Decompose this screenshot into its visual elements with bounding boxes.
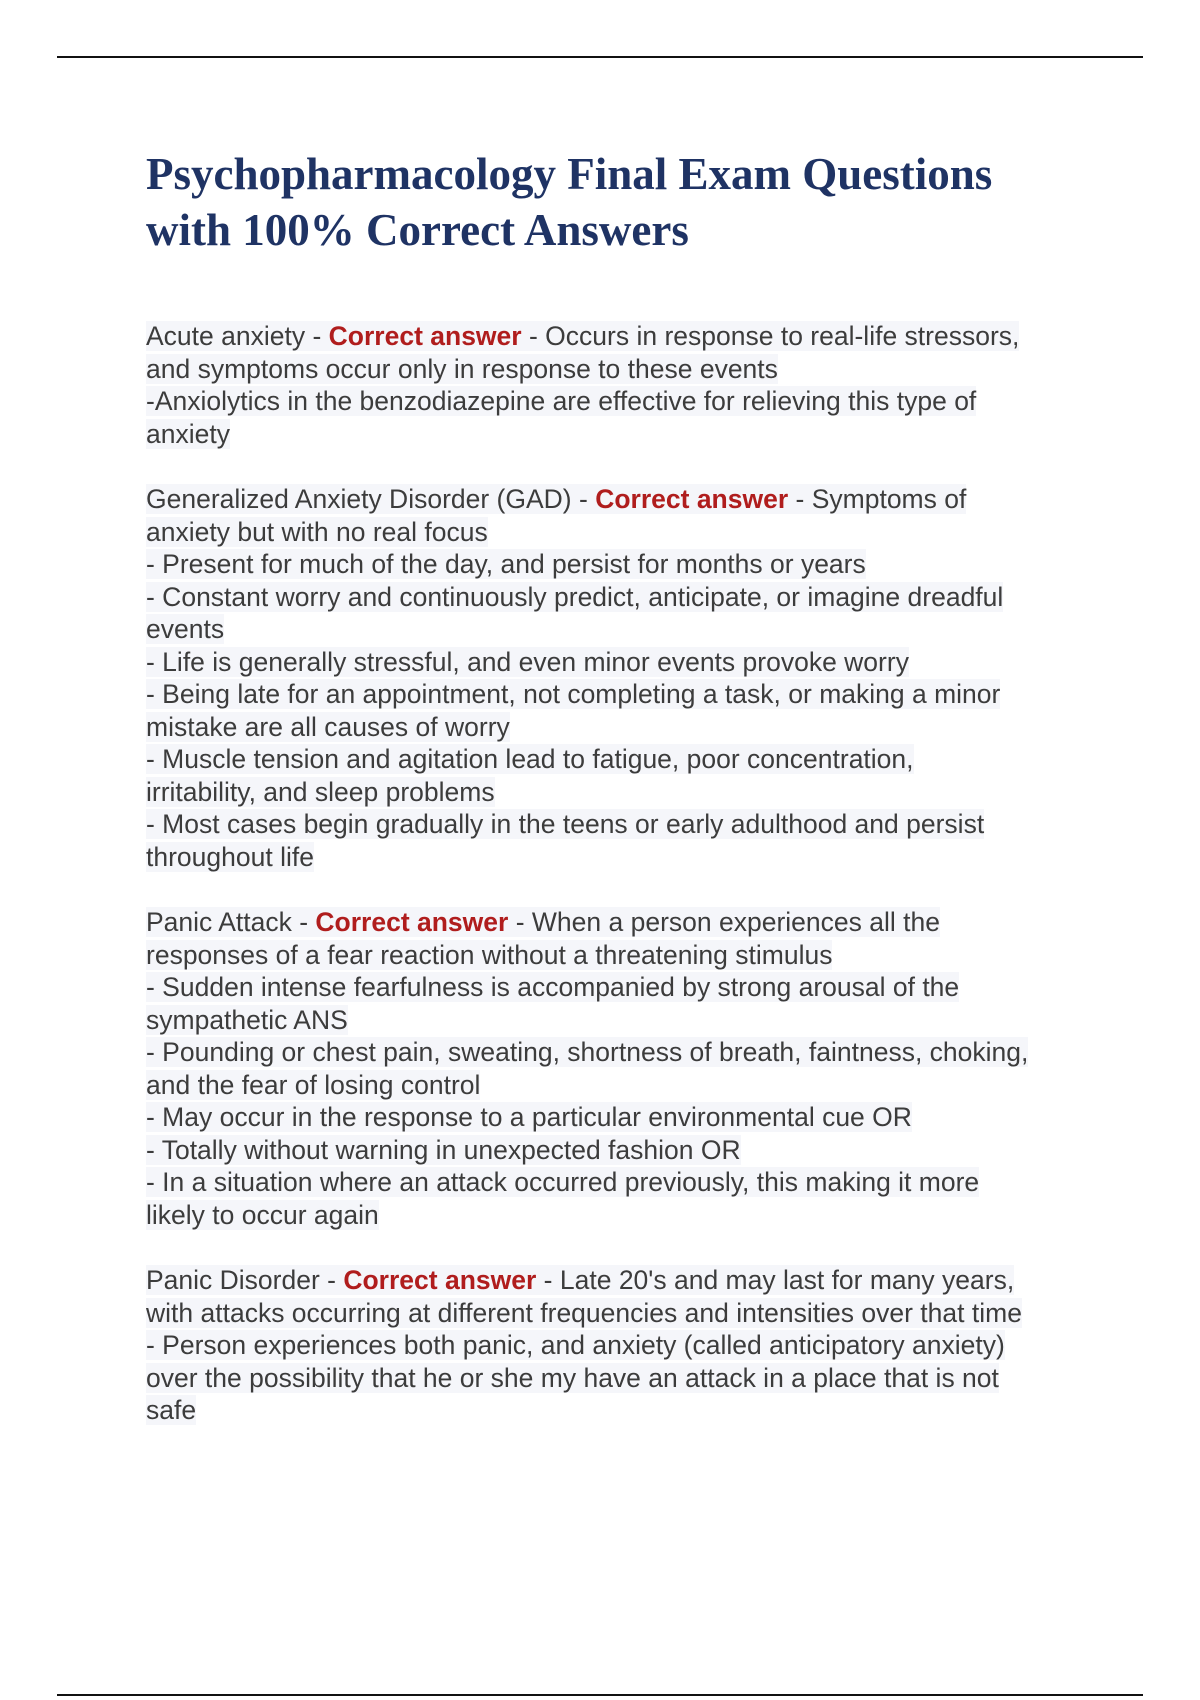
title-line-1: Psychopharmacology Final Exam Questions [146, 149, 993, 199]
qa-list [146, 320, 1106, 1460]
entry-answer-line-text: - Being late for an appointment, not completing a task, or making a minor [146, 679, 1001, 709]
entry-answer-line [146, 418, 1106, 451]
title-line-2: with 100% Correct Answers [146, 205, 689, 255]
entry-answer-line-text: over the possibility that he or she my have an attack in a place that is not [146, 1362, 999, 1393]
entry-answer-line [146, 1134, 1106, 1167]
entry-answer-start: When a person experiences all the [531, 907, 940, 937]
entry-answer-line-text: - Constant worry and continuously predict, anticipate, or imagine dreadful [146, 581, 1004, 612]
separator: - [788, 484, 812, 514]
entry-answer-start: Late 20's and may last for many years, [559, 1265, 1015, 1295]
entry-answer-line-text: with attacks occurring at different frequencies and intensities over that time [146, 1297, 1022, 1328]
entry-answer-line [146, 1166, 1106, 1199]
entry-first-line [146, 906, 1106, 939]
entry-answer-line-text: - Totally without warning in unexpected fashion OR [146, 1134, 741, 1165]
entry-answer-line [146, 776, 1106, 809]
entry-first-line [146, 320, 1106, 353]
entry-answer-line-text: irritability, and sleep problems [146, 776, 495, 807]
entry-answer-start: Occurs in response to real-life stressors, [545, 321, 1020, 351]
entry-answer-line [146, 971, 1106, 1004]
entry-first-line-text [146, 484, 966, 514]
entry-answer-line [146, 939, 1106, 972]
separator: - [508, 907, 532, 937]
entry-answer-line [146, 1101, 1106, 1134]
entry-answer-line-text: - Present for much of the day, and persist for months or years [146, 549, 866, 579]
entry-first-line [146, 1264, 1106, 1297]
top-rule [57, 56, 1143, 58]
document-title [146, 146, 1106, 258]
entry-term: Panic Attack [146, 907, 292, 937]
entry-answer-start: Symptoms of [811, 484, 967, 514]
entry-answer-line [146, 353, 1106, 386]
entry-answer-line-text: - Muscle tension and agitation lead to fatigue, poor concentration, [146, 744, 914, 774]
entry-answer-line-text: and the fear of losing control [146, 1069, 481, 1100]
entry-answer-line-text: events [146, 614, 225, 644]
entry-answer-line-text: - May occur in the response to a particular environmental cue OR [146, 1102, 912, 1132]
entry-answer-line [146, 711, 1106, 744]
entry-answer-line [146, 808, 1106, 841]
entry-answer-line [146, 581, 1106, 614]
separator: - [571, 484, 596, 514]
entry-answer-line-text: likely to occur again [146, 1199, 379, 1230]
entry-answer-line-text: - Person experiences both panic, and anxiety (called anticipatory anxiety) [146, 1330, 1005, 1360]
entry-answer-line [146, 1394, 1106, 1427]
entry-answer-line-text: - Pounding or chest pain, sweating, shortness of breath, faintness, choking, [146, 1037, 1029, 1067]
entry-answer-line [146, 1004, 1106, 1037]
qa-entry [146, 906, 1106, 1231]
separator: - [521, 321, 546, 351]
entry-answer-line-text: throughout life [146, 841, 314, 872]
entry-answer-line-text: mistake are all causes of worry [146, 711, 510, 742]
entry-answer-line [146, 1069, 1106, 1102]
entry-answer-line-text: - In a situation where an attack occurred previously, this making it more [146, 1167, 980, 1197]
entry-answer-line [146, 613, 1106, 646]
separator: - [319, 1265, 344, 1295]
entry-answer-line-text: anxiety but with no real focus [146, 516, 488, 547]
entry-answer-line-text: - Most cases begin gradually in the teens or early adulthood and persist [146, 809, 985, 839]
entry-answer-line [146, 678, 1106, 711]
entry-first-line-text [146, 1265, 1014, 1295]
entry-first-line-text [146, 321, 1019, 351]
entry-answer-line-text: sympathetic ANS [146, 1004, 348, 1035]
entry-answer-line [146, 1362, 1106, 1395]
correct-answer-label: Correct answer [315, 907, 509, 937]
entry-answer-line-text: - Life is generally stressful, and even minor events provoke worry [146, 646, 909, 677]
qa-entry [146, 320, 1106, 450]
correct-answer-label: Correct answer [328, 321, 522, 351]
entry-answer-line [146, 516, 1106, 549]
correct-answer-label: Correct answer [595, 484, 789, 514]
entry-answer-line [146, 548, 1106, 581]
entry-answer-line [146, 385, 1106, 418]
entry-term: Generalized Anxiety Disorder (GAD) [146, 484, 572, 514]
entry-term: Acute anxiety [146, 321, 306, 351]
correct-answer-label: Correct answer [343, 1265, 537, 1295]
entry-answer-line-text: and symptoms occur only in response to these events [146, 353, 778, 384]
entry-answer-line-text: - Sudden intense fearfulness is accompanied by strong arousal of the [146, 972, 960, 1002]
separator: - [291, 907, 316, 937]
entry-answer-line [146, 841, 1106, 874]
bottom-rule [57, 1694, 1143, 1696]
entry-answer-line-text: safe [146, 1395, 197, 1425]
entry-term: Panic Disorder [146, 1265, 320, 1295]
entry-answer-line [146, 1329, 1106, 1362]
entry-answer-line [146, 1297, 1106, 1330]
entry-answer-line [146, 1036, 1106, 1069]
entry-first-line [146, 483, 1106, 516]
entry-first-line-text [146, 907, 940, 937]
entry-answer-line [146, 743, 1106, 776]
separator: - [305, 321, 329, 351]
qa-entry [146, 1264, 1106, 1427]
entry-answer-line-text: -Anxiolytics in the benzodiazepine are effective for relieving this type of [146, 386, 977, 416]
entry-answer-line [146, 1199, 1106, 1232]
entry-answer-line-text: responses of a fear reaction without a threatening stimulus [146, 939, 833, 970]
separator: - [536, 1265, 560, 1295]
qa-entry [146, 483, 1106, 873]
entry-answer-line [146, 646, 1106, 679]
entry-answer-line-text: anxiety [146, 418, 230, 449]
